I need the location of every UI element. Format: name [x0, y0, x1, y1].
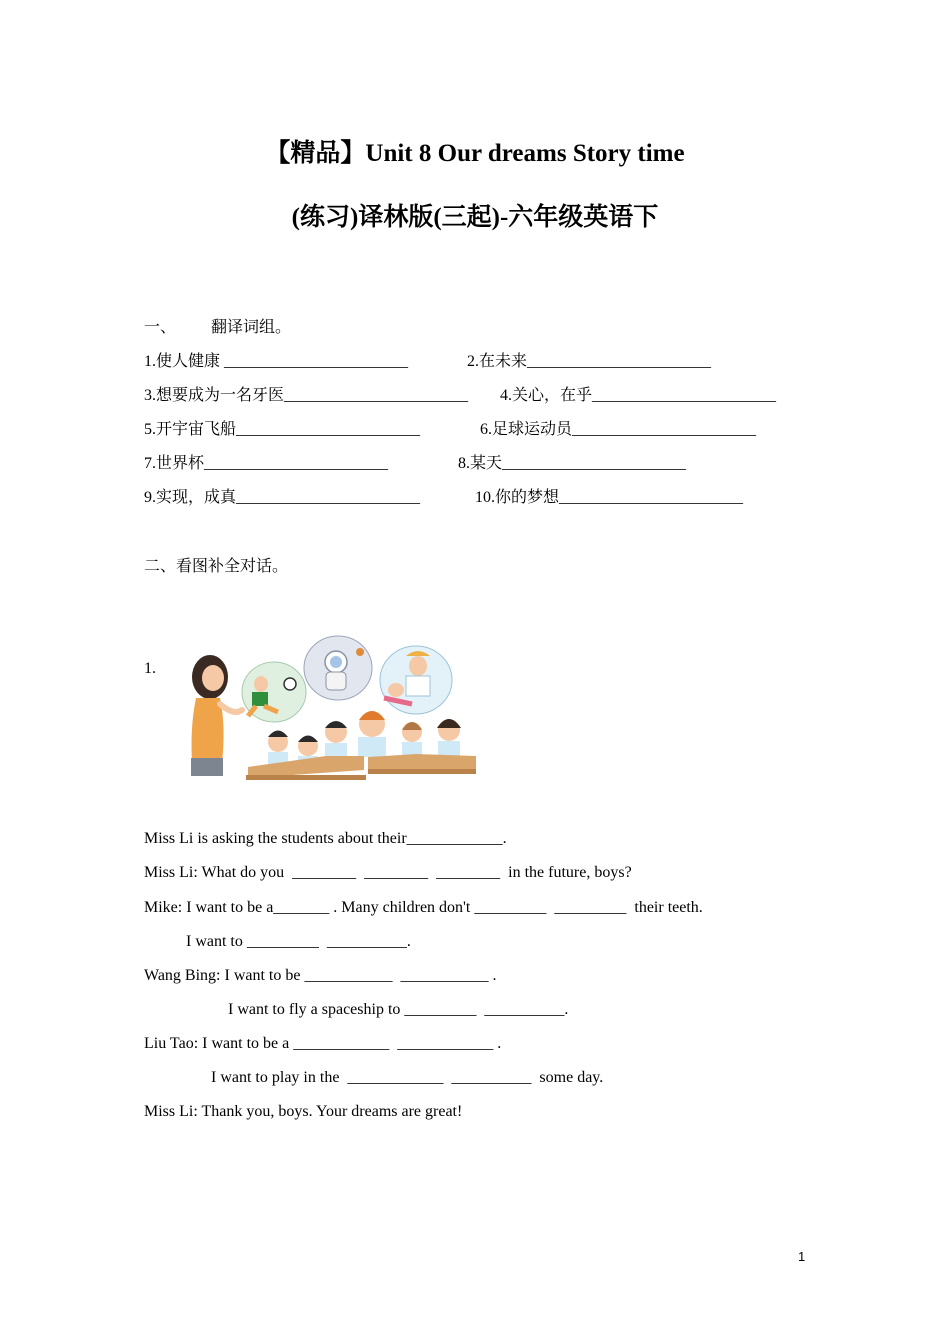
vocab-item: 10.你的梦想_______________________	[475, 489, 744, 506]
section2-heading: 二、看图补全对话。	[144, 558, 289, 575]
vocab-item: 4.关心，在乎_______________________	[500, 387, 777, 404]
question-number: 1.	[144, 660, 156, 677]
page-number: 1	[798, 1249, 806, 1264]
section1-heading: 翻译词组。	[211, 319, 292, 336]
vocab-item: 5.开宇宙飞船_______________________	[144, 421, 421, 438]
classroom-illustration	[186, 632, 478, 782]
vocab-item: 1.使人健康 _______________________	[144, 353, 409, 370]
dialogue-line: I want to play in the ____________ __________ some day.	[211, 1069, 604, 1086]
vocab-item: 8.某天_______________________	[458, 455, 687, 472]
vocab-item: 3.想要成为一名牙医_______________________	[144, 387, 469, 404]
dialogue-line: Miss Li is asking the students about their____________.	[144, 830, 507, 847]
dialogue-line: Miss Li: Thank you, boys. Your dreams are great!	[144, 1103, 463, 1120]
dialogue-line: I want to _________ __________.	[186, 933, 411, 950]
vocab-item: 9.实现，成真_______________________	[144, 489, 421, 506]
dialogue-line: Wang Bing: I want to be ___________ ___________ .	[144, 967, 497, 984]
dialogue-line: Liu Tao: I want to be a ____________ ____________ .	[144, 1035, 502, 1052]
dialogue-line: Mike: I want to be a_______ . Many children don't _________ _________ their teeth.	[144, 899, 703, 916]
vocab-item: 7.世界杯_______________________	[144, 455, 389, 472]
section1-number: 一、	[144, 319, 177, 336]
title-line-1: 【精品】Unit 8 Our dreams Story time	[265, 140, 685, 167]
dialogue-line: Miss Li: What do you ________ ________ ________ in the future, boys?	[144, 864, 632, 881]
dialogue-line: I want to fly a spaceship to _________ __________.	[228, 1001, 569, 1018]
title-line-2: (练习)译林版(三起)-六年级英语下	[291, 204, 659, 231]
vocab-item: 2.在未来_______________________	[467, 353, 712, 370]
vocab-item: 6.足球运动员_______________________	[480, 421, 757, 438]
